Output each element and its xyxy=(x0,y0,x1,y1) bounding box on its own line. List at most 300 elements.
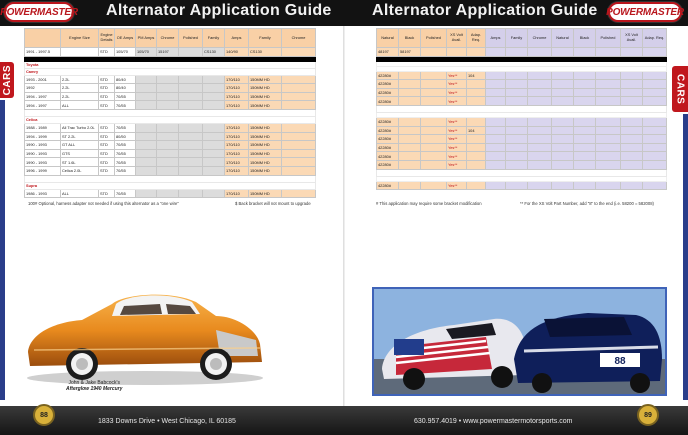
table-cell xyxy=(136,75,157,84)
footnote-harness: 100# Optional, harness adapter not needed if using this alternator as a "one wire" xyxy=(28,201,179,206)
table-cell xyxy=(467,80,486,89)
table-cell: STD xyxy=(99,189,115,198)
table-cell xyxy=(136,149,157,158)
table-cell: 42280# xyxy=(377,126,399,135)
table-cell xyxy=(179,48,203,57)
table-cell: STD xyxy=(99,101,115,110)
table-cell xyxy=(421,88,447,97)
table-cell: 80/40 xyxy=(115,75,136,84)
table-cell: Yes** xyxy=(447,135,467,144)
table-cell: ST 2.2L xyxy=(61,132,99,141)
table-cell xyxy=(506,152,528,161)
table-cell: 104 xyxy=(467,126,486,135)
row-gap-cell xyxy=(25,175,316,182)
table-cell: STD xyxy=(99,92,115,101)
application-table-left xyxy=(24,28,316,198)
table-cell: 150MM HD xyxy=(249,75,282,84)
table-cell xyxy=(157,92,179,101)
table-row xyxy=(25,101,316,110)
table-row xyxy=(25,84,316,93)
footer-address: 1833 Downs Drive • West Chicago, IL 60185 xyxy=(98,418,236,425)
table-cell xyxy=(282,101,316,110)
table-cell xyxy=(643,135,667,144)
model-heading-cell: Celica xyxy=(25,116,316,123)
column-header: Chrome xyxy=(282,29,316,48)
row-gap xyxy=(377,169,667,176)
table-cell xyxy=(179,101,203,110)
table-cell: 15197 xyxy=(157,48,179,57)
row-gap xyxy=(25,175,316,182)
table-cell: 80/40 xyxy=(115,84,136,93)
table-cell xyxy=(136,92,157,101)
table-cell xyxy=(467,117,486,126)
table-cell xyxy=(467,97,486,106)
side-strip-left xyxy=(0,100,5,400)
table-cell: Yes** xyxy=(447,80,467,89)
table-cell: 150MM HD xyxy=(249,101,282,110)
table-row xyxy=(25,92,316,101)
table-cell xyxy=(203,141,225,150)
table-cell xyxy=(136,123,157,132)
table-cell xyxy=(506,143,528,152)
table-cell: 70/55 xyxy=(115,101,136,110)
table-cell xyxy=(621,80,643,89)
row-gap-cell xyxy=(377,169,667,176)
table-cell xyxy=(203,149,225,158)
table-cell: 42280# xyxy=(377,117,399,126)
powermaster-logo-left: POWERMASTER xyxy=(4,2,74,22)
table-cell xyxy=(574,97,596,106)
table-cell: 1986 - 1993 xyxy=(25,189,61,198)
table-cell xyxy=(136,141,157,150)
table-cell: STD xyxy=(99,149,115,158)
table-cell xyxy=(399,160,421,169)
table-cell xyxy=(552,80,574,89)
table-cell xyxy=(421,126,447,135)
table-cell xyxy=(643,117,667,126)
table-cell xyxy=(203,158,225,167)
table-cell: 1994 - 1999 xyxy=(25,132,61,141)
table-cell: STD xyxy=(99,166,115,175)
column-header: Polished xyxy=(596,29,621,48)
table-cell xyxy=(157,149,179,158)
make-heading-cell: Toyota xyxy=(25,61,316,68)
table-row xyxy=(25,141,316,150)
table-cell: 105/70 xyxy=(115,48,136,57)
table-cell xyxy=(421,143,447,152)
table-cell: 42280# xyxy=(377,181,399,190)
table-cell xyxy=(421,71,447,80)
table-cell xyxy=(643,48,667,57)
table-cell: 170/110 xyxy=(225,101,249,110)
table-cell: 70/55 xyxy=(115,189,136,198)
table-cell: 150MM HD xyxy=(249,158,282,167)
table-cell xyxy=(621,48,643,57)
table-cell xyxy=(596,181,621,190)
table-cell xyxy=(552,97,574,106)
table-cell: 42280# xyxy=(377,71,399,80)
table-cell: Yes** xyxy=(447,97,467,106)
powermaster-logo-right: POWERMASTER xyxy=(608,2,682,22)
table-row xyxy=(25,189,316,198)
table-cell xyxy=(621,97,643,106)
table-row xyxy=(377,181,667,190)
table-cell xyxy=(282,84,316,93)
table-cell: STD xyxy=(99,141,115,150)
table-row xyxy=(377,152,667,161)
column-header: OE Amps xyxy=(115,29,136,48)
table-cell xyxy=(157,123,179,132)
table-row xyxy=(25,149,316,158)
table-cell xyxy=(596,117,621,126)
table-cell xyxy=(574,160,596,169)
table-cell xyxy=(506,181,528,190)
table-cell xyxy=(486,88,506,97)
table-cell: Yes** xyxy=(447,126,467,135)
table-cell: 1996 - 1999 xyxy=(25,166,61,175)
table-cell xyxy=(574,126,596,135)
table-cell xyxy=(552,48,574,57)
table-cell xyxy=(179,149,203,158)
table-cell xyxy=(203,84,225,93)
table-cell xyxy=(282,48,316,57)
table-cell: 170/110 xyxy=(225,189,249,198)
table-cell xyxy=(528,152,552,161)
table-cell xyxy=(596,48,621,57)
table-cell xyxy=(157,158,179,167)
table-cell: GT ALL xyxy=(61,141,99,150)
table-cell xyxy=(157,101,179,110)
table-cell: 42280# xyxy=(377,160,399,169)
table-cell xyxy=(179,189,203,198)
table-cell xyxy=(467,152,486,161)
table-cell xyxy=(506,71,528,80)
table-cell xyxy=(467,160,486,169)
table-cell xyxy=(486,126,506,135)
table-cell xyxy=(399,88,421,97)
table-cell xyxy=(528,160,552,169)
column-header xyxy=(25,29,61,48)
table-cell xyxy=(528,71,552,80)
table-cell xyxy=(552,181,574,190)
column-header: Engine Size xyxy=(61,29,99,48)
table-cell xyxy=(528,88,552,97)
table-cell: 170/110 xyxy=(225,92,249,101)
table-cell xyxy=(528,80,552,89)
column-header: XS Volt Avail. xyxy=(621,29,643,48)
table-cell: 150MM HD xyxy=(249,132,282,141)
table-cell xyxy=(282,92,316,101)
table-cell xyxy=(643,152,667,161)
table-cell xyxy=(596,80,621,89)
table-cell xyxy=(421,80,447,89)
make-heading xyxy=(25,61,316,68)
table-cell: 170/110 xyxy=(225,158,249,167)
table-cell xyxy=(528,48,552,57)
table-cell xyxy=(574,135,596,144)
column-header: Amps xyxy=(225,29,249,48)
table-cell: 170/110 xyxy=(225,75,249,84)
orange-mercury-photo xyxy=(20,282,270,386)
table-cell xyxy=(596,126,621,135)
table-row xyxy=(377,135,667,144)
table-cell xyxy=(399,97,421,106)
table-cell: 42280# xyxy=(377,80,399,89)
table-cell xyxy=(506,80,528,89)
table-cell xyxy=(282,141,316,150)
table-cell xyxy=(399,80,421,89)
table-cell: 150MM HD xyxy=(249,141,282,150)
table-cell xyxy=(179,75,203,84)
table-cell xyxy=(203,101,225,110)
table-cell: 58197 xyxy=(399,48,421,57)
table-cell xyxy=(157,132,179,141)
table-cell xyxy=(643,71,667,80)
table-cell xyxy=(157,141,179,150)
footnote-xs-volt: ** For the XS Volt Part Number, add "8" to the end (i.e. 58200 = 582008) xyxy=(520,201,654,206)
side-strip-right xyxy=(683,114,688,400)
model-heading xyxy=(25,68,316,75)
table-cell: Celica 2.0L xyxy=(61,166,99,175)
table-cell: 170/110 xyxy=(225,132,249,141)
table-cell xyxy=(574,143,596,152)
table-cell xyxy=(467,135,486,144)
table-cell xyxy=(486,117,506,126)
table-cell: 1988 - 1989 xyxy=(25,123,61,132)
table-cell: 70/55 xyxy=(115,149,136,158)
row-gap xyxy=(377,105,667,112)
table-cell xyxy=(552,117,574,126)
table-cell xyxy=(179,141,203,150)
table-header-row xyxy=(25,29,316,48)
table-row xyxy=(377,88,667,97)
row-gap-cell xyxy=(25,109,316,116)
table-cell xyxy=(203,132,225,141)
model-heading xyxy=(25,116,316,123)
table-cell: GTS xyxy=(61,149,99,158)
table-cell: 70/55 xyxy=(115,158,136,167)
table-cell xyxy=(136,101,157,110)
table-cell: 170/110 xyxy=(225,123,249,132)
table-cell xyxy=(486,80,506,89)
table-cell xyxy=(421,160,447,169)
table-cell xyxy=(157,84,179,93)
column-header: Polished xyxy=(179,29,203,48)
table-cell xyxy=(506,126,528,135)
table-cell: 42280# xyxy=(377,152,399,161)
table-cell: 140/90 xyxy=(225,48,249,57)
table-cell xyxy=(506,160,528,169)
table-cell xyxy=(203,92,225,101)
table-cell xyxy=(643,143,667,152)
table-cell: ALL xyxy=(61,189,99,198)
table-row xyxy=(377,143,667,152)
table-cell xyxy=(506,48,528,57)
table-cell xyxy=(643,97,667,106)
table-cell xyxy=(421,117,447,126)
table-cell xyxy=(486,181,506,190)
table-cell xyxy=(486,160,506,169)
table-cell: 70/55 xyxy=(115,92,136,101)
table-cell xyxy=(621,88,643,97)
page-number-right: 89 xyxy=(637,404,659,426)
table-cell xyxy=(157,75,179,84)
table-cell: ALL xyxy=(61,101,99,110)
table-cell xyxy=(136,158,157,167)
table-cell xyxy=(203,123,225,132)
table-cell xyxy=(552,71,574,80)
table-cell xyxy=(282,149,316,158)
table-cell xyxy=(421,152,447,161)
column-header: PM Amps xyxy=(136,29,157,48)
table-cell xyxy=(179,92,203,101)
cars-tab-right: CARS xyxy=(672,66,688,112)
row-gap-cell xyxy=(377,105,667,112)
table-cell: 150MM HD xyxy=(249,149,282,158)
table-cell: 104 xyxy=(467,71,486,80)
table-cell xyxy=(399,152,421,161)
table-cell xyxy=(506,97,528,106)
table-cell: CS130 xyxy=(249,48,282,57)
table-cell xyxy=(528,135,552,144)
table-cell: 2.2L xyxy=(61,92,99,101)
table-cell xyxy=(596,97,621,106)
page-number-left: 88 xyxy=(33,404,55,426)
table-cell xyxy=(552,152,574,161)
table-row xyxy=(25,123,316,132)
table-cell xyxy=(574,88,596,97)
table-cell xyxy=(486,97,506,106)
table-cell: 42280# xyxy=(377,97,399,106)
column-header: Family xyxy=(249,29,282,48)
table-cell xyxy=(282,166,316,175)
table-cell xyxy=(621,143,643,152)
column-header: XS Volt Avail. xyxy=(447,29,467,48)
table-cell: STD xyxy=(99,48,115,57)
table-header-row xyxy=(377,29,667,48)
table-cell xyxy=(621,160,643,169)
table-cell xyxy=(621,181,643,190)
table-cell xyxy=(643,126,667,135)
table-cell xyxy=(552,88,574,97)
table-cell: 70/55 xyxy=(115,123,136,132)
column-header: Engine Details xyxy=(99,29,115,48)
application-table-right xyxy=(376,28,667,190)
table-cell: 150MM HD xyxy=(249,189,282,198)
column-header: Family xyxy=(203,29,225,48)
cars-tab-left: CARS xyxy=(0,62,14,98)
table-cell xyxy=(574,117,596,126)
table-cell: 150MM HD xyxy=(249,92,282,101)
table-cell: STD xyxy=(99,123,115,132)
table-cell xyxy=(574,152,596,161)
race-cars-illustration xyxy=(374,289,665,394)
table-cell xyxy=(528,117,552,126)
table-cell: 2.2L xyxy=(61,75,99,84)
table-row xyxy=(377,80,667,89)
table-cell: 1990 - 1993 xyxy=(25,158,61,167)
table-cell: Yes** xyxy=(447,143,467,152)
table-cell xyxy=(203,189,225,198)
race-cars-photo xyxy=(372,287,667,396)
table-cell xyxy=(61,48,99,57)
table-cell: 48197 xyxy=(377,48,399,57)
column-header: Adap. Req. xyxy=(643,29,667,48)
table-cell xyxy=(643,181,667,190)
photo-caption xyxy=(66,380,122,392)
table-cell xyxy=(421,135,447,144)
table-cell xyxy=(203,166,225,175)
table-row xyxy=(25,158,316,167)
table-cell xyxy=(399,135,421,144)
table-cell: 1990 - 1993 xyxy=(25,149,61,158)
table-cell xyxy=(399,143,421,152)
table-cell: 170/110 xyxy=(225,166,249,175)
table-cell xyxy=(486,48,506,57)
table-cell xyxy=(621,71,643,80)
table-row xyxy=(377,71,667,80)
table-cell: 1994 - 1997 xyxy=(25,101,61,110)
table-cell xyxy=(552,160,574,169)
table-row xyxy=(377,117,667,126)
table-cell: Yes** xyxy=(447,88,467,97)
row-gap xyxy=(25,109,316,116)
table-cell: Yes** xyxy=(447,160,467,169)
table-cell xyxy=(596,152,621,161)
table-row xyxy=(25,75,316,84)
table-cell xyxy=(136,166,157,175)
table-cell: STD xyxy=(99,84,115,93)
caption-car: Afterglow 1940 Mercury xyxy=(66,386,123,392)
table-cell xyxy=(486,143,506,152)
column-header: Family xyxy=(506,29,528,48)
table-cell xyxy=(643,160,667,169)
table-cell xyxy=(621,117,643,126)
table-cell xyxy=(596,143,621,152)
table-cell: ST 1.6L xyxy=(61,158,99,167)
table-cell xyxy=(179,123,203,132)
page-title-right: Alternator Application Guide xyxy=(372,2,598,19)
table-cell: All Trac Turbo 2.0L xyxy=(61,123,99,132)
table-cell: STD xyxy=(99,75,115,84)
page-spine xyxy=(343,26,345,406)
table-cell xyxy=(621,126,643,135)
model-heading-cell: Camry xyxy=(25,68,316,75)
table-cell xyxy=(528,126,552,135)
table-cell: 1992 xyxy=(25,84,61,93)
table-cell xyxy=(621,152,643,161)
table-cell: 70/55 xyxy=(115,141,136,150)
table-cell xyxy=(467,48,486,57)
column-header: Black xyxy=(574,29,596,48)
table-cell xyxy=(506,88,528,97)
table-cell xyxy=(528,97,552,106)
table-row xyxy=(25,132,316,141)
table-cell: Yes** xyxy=(447,71,467,80)
table-cell xyxy=(282,75,316,84)
column-header: Natural xyxy=(552,29,574,48)
table-row xyxy=(377,97,667,106)
table-cell xyxy=(486,71,506,80)
table-row xyxy=(377,48,667,57)
table-cell xyxy=(399,181,421,190)
table-cell xyxy=(621,135,643,144)
race-car-number: 88 xyxy=(614,356,626,367)
column-header: Polished xyxy=(421,29,447,48)
page-title-left: Alternator Application Guide xyxy=(106,2,332,19)
table-cell: 42280# xyxy=(377,135,399,144)
model-heading xyxy=(25,182,316,189)
